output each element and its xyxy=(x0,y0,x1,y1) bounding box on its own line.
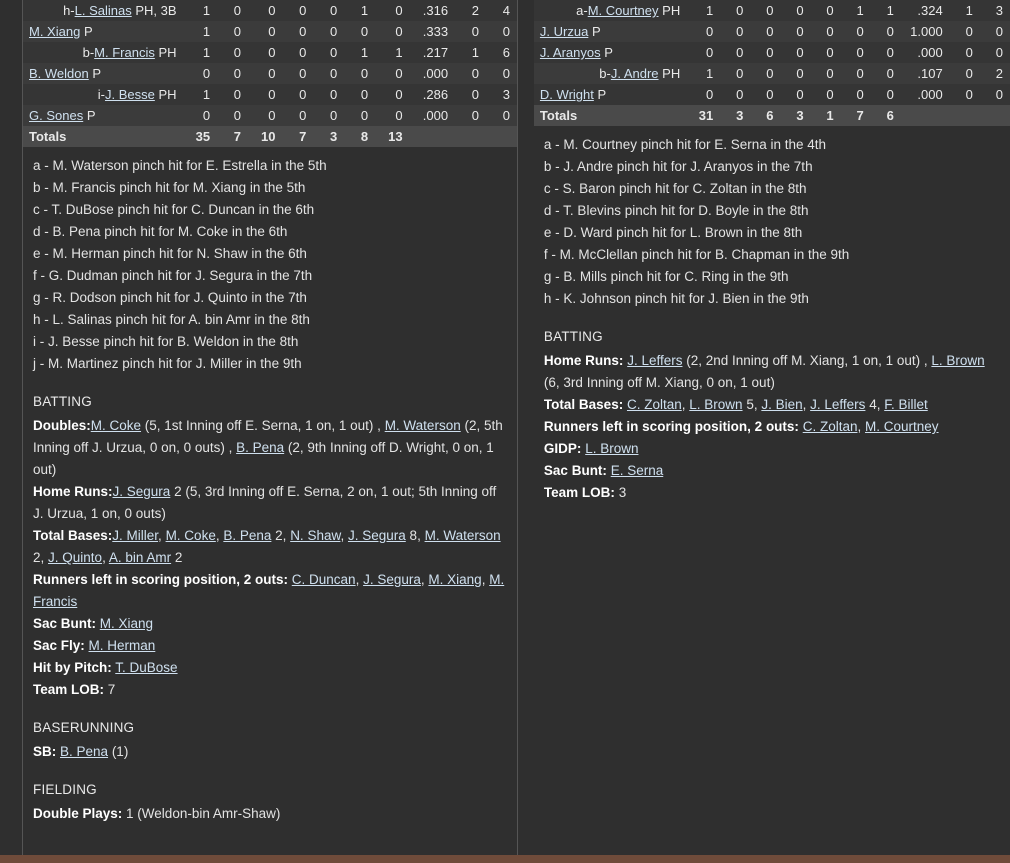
player-link[interactable]: L. Brown xyxy=(931,353,985,368)
stat-so: 0 xyxy=(856,66,864,81)
stat-r: 0 xyxy=(233,87,241,102)
stat-h: 0 xyxy=(766,24,774,39)
stat-ab: 1 xyxy=(202,24,211,39)
player-link[interactable]: M. Coke xyxy=(165,528,216,543)
note-item: d - B. Pena pinch hit for M. Coke in the 6th xyxy=(33,224,288,239)
away-batting-table xyxy=(23,0,517,147)
note-item: c - T. DuBose pinch hit for C. Duncan in the 6th xyxy=(33,202,315,217)
total-bases-count: 5 xyxy=(746,397,754,412)
stat-so: 0 xyxy=(856,45,864,60)
stat-ab: 1 xyxy=(202,3,211,18)
stat-r: 0 xyxy=(233,45,241,60)
totals-label: Totals xyxy=(539,108,578,123)
stat-ab: 0 xyxy=(202,108,211,123)
totals-avg xyxy=(901,105,950,126)
stat-r: 0 xyxy=(233,66,241,81)
team-lob-label: Team LOB: xyxy=(543,485,615,500)
stat-so: 0 xyxy=(856,87,864,102)
stat-ab: 0 xyxy=(705,24,714,39)
stat-rbi: 0 xyxy=(299,66,307,81)
stat-r: 0 xyxy=(736,24,744,39)
stat-po: 1 xyxy=(886,3,894,18)
home-runs-label: Home Runs: xyxy=(543,353,624,368)
stat-po: 0 xyxy=(395,108,403,123)
stat-ab: 1 xyxy=(705,3,714,18)
totals-rbi: 7 xyxy=(299,129,307,144)
stat-po: 0 xyxy=(395,24,403,39)
stat-rbi: 0 xyxy=(299,87,307,102)
player-link[interactable]: B. Weldon xyxy=(29,66,89,81)
stat-ab: 0 xyxy=(202,66,211,81)
player-position: PH xyxy=(662,66,681,81)
risp-line: Runners left in scoring position, 2 outs: C. Duncan, J. Segura, M. Xiang, M. Francis xyxy=(33,572,505,609)
totals-so: 7 xyxy=(856,108,864,123)
totals-po: 6 xyxy=(886,108,894,123)
stat-extra2: 3 xyxy=(995,3,1003,18)
bottom-bar-fill xyxy=(0,855,1010,863)
stat-avg: 1.000 xyxy=(910,24,943,39)
team-lob-label: Team LOB: xyxy=(33,682,105,697)
stat-avg: .000 xyxy=(917,45,943,60)
stat-po: 0 xyxy=(886,45,894,60)
player-link[interactable]: E. Serna xyxy=(610,463,664,478)
stat-ab: 0 xyxy=(705,87,714,102)
stat-bb: 0 xyxy=(826,24,834,39)
stat-extra1: 0 xyxy=(471,108,479,123)
stat-extra1: 0 xyxy=(471,24,479,39)
home-team-panel xyxy=(534,0,1010,863)
doubles-detail: (5, 1st Inning off E. Serna, 1 on, 1 out) , xyxy=(141,418,385,433)
stat-bb: 0 xyxy=(329,45,338,60)
player-cell xyxy=(23,21,183,42)
stat-ab: 0 xyxy=(705,45,714,60)
stat-r: 0 xyxy=(736,3,744,18)
stat-extra2: 0 xyxy=(995,45,1003,60)
totals-h: 6 xyxy=(766,108,774,123)
note-item: g - R. Dodson pinch hit for J. Quinto in the 7th xyxy=(33,290,307,305)
player-link[interactable]: B. Pena xyxy=(223,528,272,543)
player-position: P xyxy=(597,87,607,102)
stat-extra1: 0 xyxy=(471,66,479,81)
note-item: d - T. Blevins pinch hit for D. Boyle in the 8th xyxy=(543,203,809,218)
double-plays-label: Double Plays: xyxy=(33,806,123,821)
stat-h: 0 xyxy=(268,66,276,81)
player-link[interactable]: L. Brown xyxy=(689,397,743,412)
total-bases-line: Total Bases: C. Zoltan, L. Brown 5, J. Bien, J. Leffers 4, F. Billet xyxy=(543,397,928,412)
total-bases-count: 2 xyxy=(174,550,183,565)
stat-h: 0 xyxy=(766,66,774,81)
pinch-prefix: a- xyxy=(576,3,588,18)
player-position: P xyxy=(591,24,601,39)
doubles-line xyxy=(33,415,507,481)
totals-h: 10 xyxy=(261,129,276,144)
player-link[interactable]: J. Miller xyxy=(112,528,159,543)
player-cell xyxy=(23,42,183,63)
total-bases-count: 2 xyxy=(33,550,41,565)
stat-ab: 1 xyxy=(202,87,211,102)
player-cell xyxy=(534,42,686,63)
player-link[interactable]: G. Sones xyxy=(29,108,84,123)
stat-bb: 0 xyxy=(329,87,338,102)
totals-avg xyxy=(410,126,455,147)
player-cell xyxy=(534,63,686,84)
table-row[interactable] xyxy=(534,84,1010,105)
player-cell xyxy=(23,63,183,84)
totals-so: 8 xyxy=(360,129,369,144)
table-row[interactable] xyxy=(23,63,517,84)
stat-extra1: 2 xyxy=(471,3,479,18)
stat-so: 0 xyxy=(360,24,369,39)
stat-bb: 0 xyxy=(329,66,338,81)
stat-extra2: 0 xyxy=(995,87,1003,102)
note-item: h - L. Salinas pinch hit for A. bin Amr in the 8th xyxy=(33,312,310,327)
batting-heading: BATTING xyxy=(543,329,603,344)
home-runs-line xyxy=(544,350,1000,394)
table-row[interactable] xyxy=(534,63,1010,84)
risp-line: Runners left in scoring position, 2 outs: C. Zoltan, M. Courtney xyxy=(543,419,939,434)
home-runs-detail: 2 (5, 3rd Inning off E. Serna, 2 on, 1 out; 5th Inning off J. Urzua, 1 on, 0 outs) xyxy=(33,484,497,521)
sac-bunt-line xyxy=(33,613,507,635)
stat-extra1: 0 xyxy=(471,87,479,102)
player-cell xyxy=(534,0,686,21)
player-link[interactable]: C. Zoltan xyxy=(802,419,858,434)
player-position: PH, 3B xyxy=(135,3,177,18)
player-link[interactable]: L. Brown xyxy=(585,441,639,456)
player-link[interactable]: M. Courtney xyxy=(865,419,939,434)
table-row[interactable] xyxy=(23,42,517,63)
table-row[interactable] xyxy=(23,105,517,126)
totals-bb: 3 xyxy=(329,129,338,144)
gidp-line xyxy=(544,438,1000,460)
home-substitution-notes xyxy=(534,126,1010,310)
note-item: c - S. Baron pinch hit for C. Zoltan in the 8th xyxy=(543,181,807,196)
stat-avg: .217 xyxy=(422,45,449,60)
doubles-detail: (2, 9th Inning off D. Wright, 0 on, 1 out) xyxy=(33,440,494,477)
stat-avg: .286 xyxy=(422,87,449,102)
doubles-detail: (2, 5th Inning off J. Urzua, 0 on, 0 outs) , xyxy=(33,418,503,455)
stat-rbi: 0 xyxy=(299,24,307,39)
home-runs-detail: (2, 2nd Inning off M. Xiang, 1 on, 1 out) , xyxy=(682,353,932,368)
player-position: PH xyxy=(158,45,177,60)
stat-rbi: 0 xyxy=(796,45,804,60)
player-link[interactable]: M. Coke xyxy=(90,418,142,433)
stat-bb: 0 xyxy=(826,87,834,102)
totals-rbi: 3 xyxy=(796,108,804,123)
batting-heading: BATTING xyxy=(33,394,92,409)
stat-po: 1 xyxy=(395,45,403,60)
stat-bb: 0 xyxy=(329,108,338,123)
stat-bb: 0 xyxy=(826,3,834,18)
total-bases-label: Total Bases: xyxy=(543,397,624,412)
player-link[interactable]: J. Aranyos xyxy=(539,45,601,60)
stat-extra2: 6 xyxy=(502,45,510,60)
totals-extra1 xyxy=(455,126,486,147)
table-row[interactable] xyxy=(23,0,517,21)
stat-rbi: 0 xyxy=(299,108,307,123)
note-item: b - J. Andre pinch hit for J. Aranyos in the 7th xyxy=(543,159,813,174)
player-position: P xyxy=(92,66,102,81)
away-batting-rows xyxy=(23,0,517,147)
stat-avg: .324 xyxy=(917,3,943,18)
stat-rbi: 0 xyxy=(299,45,307,60)
sac-bunt-label: Sac Bunt: xyxy=(33,616,97,631)
stat-ab: 1 xyxy=(705,66,714,81)
table-row[interactable] xyxy=(534,42,1010,63)
player-cell xyxy=(534,21,686,42)
pinch-prefix: b- xyxy=(599,66,611,81)
note-item: b - M. Francis pinch hit for M. Xiang in the 5th xyxy=(33,180,306,195)
player-link[interactable]: J. Segura xyxy=(112,484,171,499)
totals-row xyxy=(534,105,1010,126)
stat-so: 0 xyxy=(856,24,864,39)
player-link[interactable]: M. Waterson xyxy=(384,418,461,433)
player-link[interactable]: M. Francis xyxy=(33,572,505,609)
stat-so: 1 xyxy=(360,3,369,18)
stat-h: 0 xyxy=(766,45,774,60)
player-link[interactable]: M. Xiang xyxy=(29,24,81,39)
sac-bunt-label: Sac Bunt: xyxy=(543,463,607,478)
home-batting-rows xyxy=(534,0,1010,126)
totals-row xyxy=(23,126,517,147)
sac-bunt-line xyxy=(544,460,1000,482)
home-batting-section xyxy=(534,326,1010,504)
stat-extra1: 1 xyxy=(965,3,973,18)
home-runs-line xyxy=(33,481,507,525)
player-link[interactable]: J. Leffers xyxy=(810,397,866,412)
player-link[interactable]: M. Waterson xyxy=(424,528,501,543)
stat-r: 0 xyxy=(233,108,241,123)
stat-po: 0 xyxy=(886,24,894,39)
stat-avg: .000 xyxy=(422,108,449,123)
away-batting-section xyxy=(23,391,517,825)
total-bases-count: 4 xyxy=(869,397,877,412)
stat-extra2: 2 xyxy=(995,66,1003,81)
gidp-label: GIDP: xyxy=(543,441,582,456)
double-plays-line xyxy=(33,803,507,825)
team-lob-value: 7 xyxy=(107,682,116,697)
player-link[interactable]: B. Pena xyxy=(236,440,285,455)
totals-bb: 1 xyxy=(826,108,834,123)
stat-h: 0 xyxy=(268,24,276,39)
note-item: h - K. Johnson pinch hit for J. Bien in the 9th xyxy=(543,291,809,306)
stat-h: 0 xyxy=(268,3,276,18)
stat-so: 1 xyxy=(360,45,369,60)
stat-po: 0 xyxy=(886,66,894,81)
table-row[interactable] xyxy=(534,21,1010,42)
totals-label: Totals xyxy=(29,129,67,144)
player-link[interactable]: M. Xiang xyxy=(428,572,482,587)
player-link[interactable]: C. Zoltan xyxy=(626,397,682,412)
player-link[interactable]: J. Segura xyxy=(347,528,406,543)
totals-r: 3 xyxy=(736,108,744,123)
home-runs-label: Home Runs: xyxy=(33,484,113,499)
double-plays-value: 1 (Weldon-bin Amr-Shaw) xyxy=(126,806,281,821)
stat-avg: .000 xyxy=(917,87,943,102)
stat-po: 0 xyxy=(395,87,403,102)
stolen-bases-line xyxy=(33,741,507,763)
team-lob-line xyxy=(33,679,507,701)
player-link[interactable]: J. Bien xyxy=(761,397,803,412)
table-row[interactable] xyxy=(23,84,517,105)
stat-extra2: 0 xyxy=(502,66,510,81)
sac-fly-label: Sac Fly: xyxy=(33,638,85,653)
totals-ab: 35 xyxy=(195,129,211,144)
sac-fly-line xyxy=(33,635,507,657)
player-link[interactable]: J. Quinto xyxy=(48,550,103,565)
stat-po: 0 xyxy=(395,66,403,81)
fielding-heading: FIELDING xyxy=(33,782,97,797)
risp-label: Runners left in scoring position, 2 outs: xyxy=(543,419,799,434)
player-link[interactable]: N. Shaw xyxy=(290,528,341,543)
away-substitution-notes xyxy=(23,147,517,375)
totals-po: 13 xyxy=(388,129,403,144)
stat-extra2: 4 xyxy=(502,3,510,18)
player-link[interactable]: M. Herman xyxy=(88,638,156,653)
table-row[interactable] xyxy=(23,21,517,42)
note-item: i - J. Besse pinch hit for B. Weldon in the 8th xyxy=(33,334,299,349)
player-link[interactable]: J. Andre xyxy=(610,66,659,81)
stat-rbi: 0 xyxy=(796,87,804,102)
player-position: P xyxy=(86,108,96,123)
stat-rbi: 0 xyxy=(796,3,804,18)
note-item: f - G. Dudman pinch hit for J. Segura in the 7th xyxy=(33,268,313,283)
player-cell xyxy=(23,105,183,126)
stat-h: 0 xyxy=(268,87,276,102)
player-position: P xyxy=(83,24,93,39)
note-item: a - M. Waterson pinch hit for E. Estrella in the 5th xyxy=(33,158,327,173)
stat-extra2: 0 xyxy=(502,108,510,123)
stat-avg: .333 xyxy=(422,24,449,39)
pinch-prefix: h- xyxy=(63,3,75,18)
left-gutter xyxy=(0,0,22,863)
player-link[interactable]: M. Courtney xyxy=(587,3,659,18)
note-item: e - M. Herman pinch hit for N. Shaw in the 6th xyxy=(33,246,307,261)
stat-bb: 0 xyxy=(329,3,338,18)
stat-r: 0 xyxy=(233,3,241,18)
stat-avg: .316 xyxy=(422,3,449,18)
table-row[interactable] xyxy=(534,0,1010,21)
team-lob-value: 3 xyxy=(618,485,627,500)
stat-po: 0 xyxy=(395,3,403,18)
note-item: a - M. Courtney pinch hit for E. Serna in the 4th xyxy=(543,137,827,152)
note-item: g - B. Mills pinch hit for C. Ring in the 9th xyxy=(543,269,789,284)
home-runs-detail: (6, 3rd Inning off M. Xiang, 0 on, 1 out) xyxy=(543,375,775,390)
stat-extra1: 1 xyxy=(471,45,479,60)
stat-extra2: 0 xyxy=(502,24,510,39)
player-cell xyxy=(23,0,183,21)
totals-extra2 xyxy=(980,105,1010,126)
stat-so: 0 xyxy=(360,108,369,123)
stat-r: 0 xyxy=(736,66,744,81)
player-link[interactable]: D. Wright xyxy=(539,87,594,102)
totals-extra2 xyxy=(486,126,517,147)
stat-h: 0 xyxy=(766,3,774,18)
stat-h: 0 xyxy=(766,87,774,102)
stat-extra2: 0 xyxy=(995,24,1003,39)
player-link[interactable]: J. Segura xyxy=(363,572,421,587)
stat-h: 0 xyxy=(268,45,276,60)
bottom-bar xyxy=(0,855,1010,863)
stat-extra1: 0 xyxy=(965,66,973,81)
stat-extra2: 3 xyxy=(502,87,510,102)
stat-po: 0 xyxy=(886,87,894,102)
pinch-prefix: b- xyxy=(82,45,95,60)
player-link[interactable]: M. Francis xyxy=(94,45,155,60)
player-link[interactable]: L. Salinas xyxy=(74,3,132,18)
stat-so: 0 xyxy=(360,66,369,81)
hit-by-pitch-line xyxy=(33,657,507,679)
stat-rbi: 0 xyxy=(796,24,804,39)
stat-r: 0 xyxy=(736,87,744,102)
totals-r: 7 xyxy=(233,129,241,144)
stat-extra1: 0 xyxy=(965,87,973,102)
stat-avg: .000 xyxy=(422,66,449,81)
player-link[interactable]: T. DuBose xyxy=(115,660,178,675)
player-link[interactable]: J. Leffers xyxy=(627,353,683,368)
totals-extra1 xyxy=(950,105,980,126)
player-link[interactable]: J. Urzua xyxy=(539,24,589,39)
risp-label: Runners left in scoring position, 2 outs: xyxy=(33,572,289,587)
stat-so: 1 xyxy=(856,3,864,18)
home-batting-table xyxy=(534,0,1010,126)
totals-ab: 31 xyxy=(698,108,714,123)
total-bases-count: 8 xyxy=(409,528,418,543)
note-item: e - D. Ward pinch hit for L. Brown in the 8th xyxy=(543,225,803,240)
total-bases-count: 2 xyxy=(275,528,283,543)
team-lob-line xyxy=(544,482,1000,504)
player-link[interactable]: J. Besse xyxy=(104,87,155,102)
player-link[interactable]: B. Pena xyxy=(60,744,109,759)
player-link[interactable]: C. Duncan xyxy=(291,572,356,587)
stat-rbi: 0 xyxy=(299,3,307,18)
player-cell xyxy=(23,84,183,105)
stat-avg: .107 xyxy=(917,66,943,81)
stat-ab: 1 xyxy=(202,45,211,60)
note-item: f - M. McClellan pinch hit for B. Chapman in the 9th xyxy=(543,247,850,262)
stat-rbi: 0 xyxy=(796,66,804,81)
player-link[interactable]: M. Xiang xyxy=(99,616,154,631)
stat-r: 0 xyxy=(233,24,241,39)
player-position: P xyxy=(604,45,613,60)
hit-by-pitch-label: Hit by Pitch: xyxy=(33,660,112,675)
player-cell xyxy=(534,84,686,105)
doubles-label: Doubles: xyxy=(33,418,91,433)
player-position: PH xyxy=(158,87,177,102)
stat-so: 0 xyxy=(360,87,369,102)
stolen-bases-label: SB: xyxy=(33,744,57,759)
away-team-panel xyxy=(22,0,518,863)
stolen-bases-detail: (1) xyxy=(108,744,129,759)
pinch-prefix: i- xyxy=(97,87,105,102)
total-bases-line: Total Bases:J. Miller, M. Coke, B. Pena 2, N. Shaw, J. Segura 8, M. Waterson 2, J. Quinto, A. bin Amr 2 xyxy=(33,528,501,565)
stat-r: 0 xyxy=(736,45,744,60)
stat-extra1: 0 xyxy=(965,45,973,60)
total-bases-label: Total Bases: xyxy=(33,528,113,543)
stat-bb: 0 xyxy=(826,45,834,60)
note-item: j - M. Martinez pinch hit for J. Miller in the 9th xyxy=(33,356,302,371)
baserunning-heading: BASERUNNING xyxy=(33,720,135,735)
player-position: PH xyxy=(662,3,681,18)
stat-bb: 0 xyxy=(329,24,338,39)
player-link[interactable]: F. Billet xyxy=(884,397,928,412)
player-link[interactable]: A. bin Amr xyxy=(108,550,172,565)
stat-extra1: 0 xyxy=(965,24,973,39)
stat-h: 0 xyxy=(268,108,276,123)
stat-bb: 0 xyxy=(826,66,834,81)
